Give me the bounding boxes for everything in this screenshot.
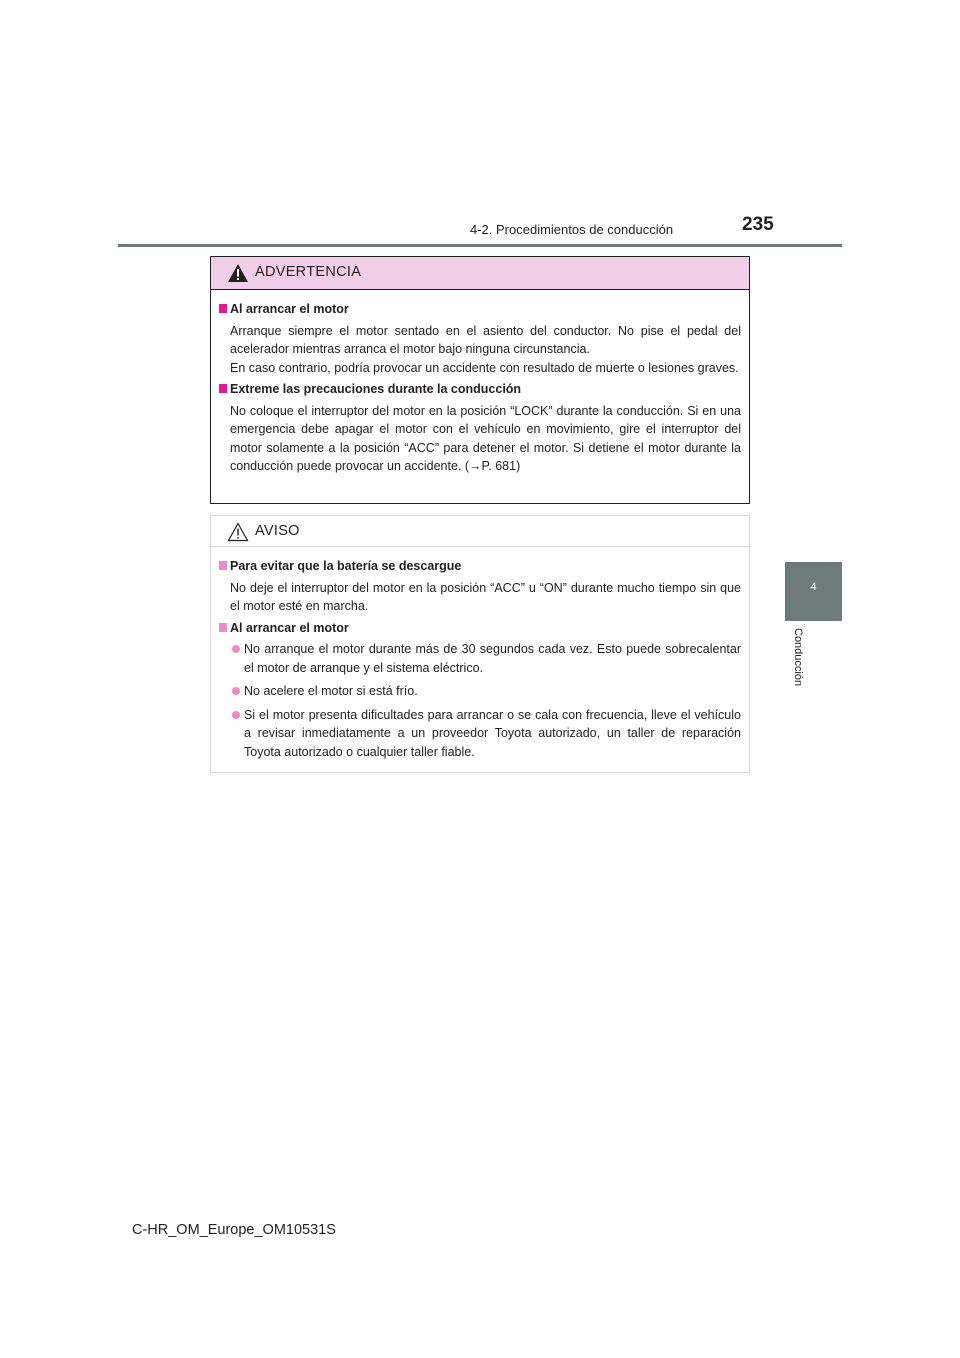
notice-paragraph: No deje el interruptor del motor en la posición “ACC” u “ON” durante mucho tiempo sin que el motor esté en marcha.	[230, 580, 741, 613]
header-divider	[118, 244, 842, 247]
notice-bullet-item: No arranque el motor durante más de 30 segundos cada vez. Esto puede sobrecalentar el motor de arranque y el sistema eléctrico.	[219, 640, 741, 677]
warning-subheading: Al arrancar el motor	[219, 300, 741, 319]
notice-body	[211, 547, 749, 761]
caution-triangle-icon	[227, 522, 249, 542]
circle-bullet-icon	[232, 687, 240, 695]
notice-header	[211, 516, 749, 547]
notice-subheading: Al arrancar el motor	[219, 619, 741, 638]
square-bullet-icon	[219, 384, 227, 393]
warning-subheading: Extreme las precauciones durante la conducción	[219, 380, 741, 399]
warning-paragraph: En caso contrario, podría provocar un accidente con resultado de muerte o lesiones graves.	[230, 360, 739, 375]
chapter-label: Conducción	[792, 628, 804, 687]
warning-box	[210, 256, 750, 504]
circle-bullet-icon	[232, 645, 240, 653]
circle-bullet-icon	[232, 711, 240, 719]
square-bullet-icon	[219, 623, 227, 632]
notice-subheading: Para evitar que la batería se descargue	[219, 557, 741, 576]
notice-box	[210, 515, 750, 773]
chapter-tab	[785, 562, 842, 621]
square-bullet-icon	[219, 561, 227, 570]
notice-title: AVISO	[255, 523, 300, 539]
warning-header	[211, 257, 749, 290]
notice-bullet-item: No acelere el motor si está frío.	[219, 682, 741, 701]
warning-body	[211, 290, 749, 476]
page-number: 235	[742, 214, 774, 235]
square-bullet-icon	[219, 304, 227, 313]
notice-bullet-item: Si el motor presenta dificultades para arrancar o se cala con frecuencia, lleve el vehículo a revisar inmediatamente a un proveedor Toyota autorizado, un taller de reparación Toyota autorizado o cualquier taller fiable.	[219, 706, 741, 762]
document-code: C-HR_OM_Europe_OM10531S	[132, 1222, 336, 1238]
warning-paragraph: No coloque el interruptor del motor en la posición “LOCK” durante la conducción. Si en una emergencia debe apagar el motor con el vehículo en movimiento, gire el interruptor del motor solamente a la posición “ACC” para detener el motor. Si detiene el motor durante la conducción puede provocar un accidente. (→P. 681)	[230, 403, 741, 473]
warning-triangle-icon	[227, 263, 249, 283]
section-title: 4-2. Procedimientos de conducción	[470, 222, 674, 237]
warning-title: ADVERTENCIA	[255, 264, 362, 280]
chapter-number: 4	[810, 581, 817, 593]
warning-paragraph: Arranque siempre el motor sentado en el asiento del conductor. No pise el pedal del acelerador mientras arranca el motor bajo ninguna circunstancia.	[230, 323, 741, 356]
